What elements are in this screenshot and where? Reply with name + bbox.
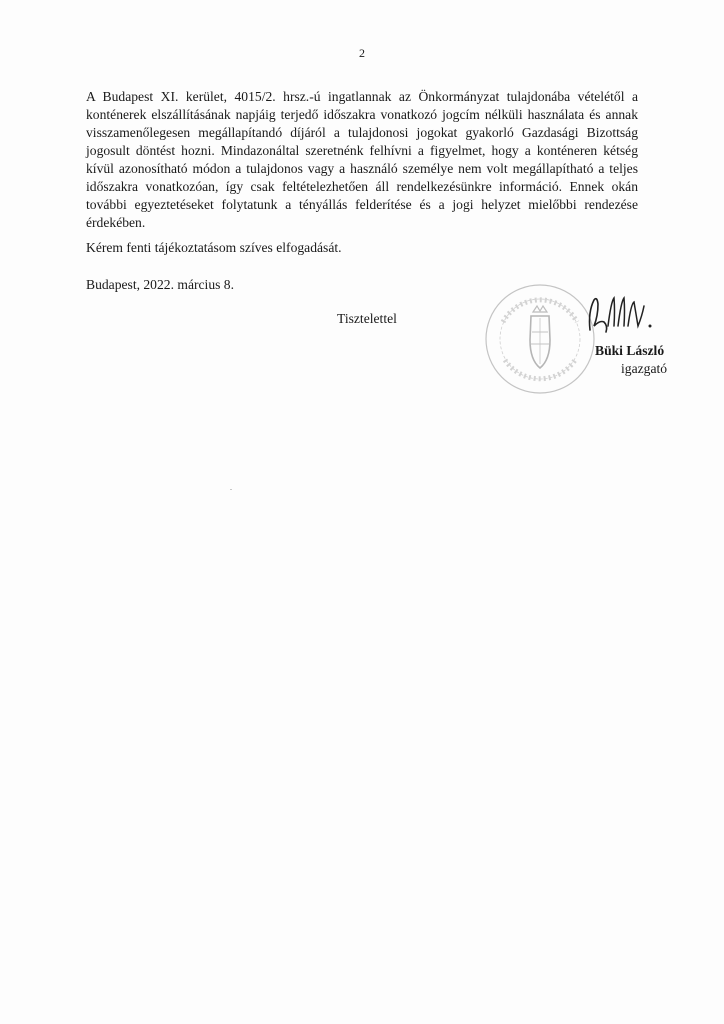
closing-sentence: Kérem fenti tájékoztatásom szíves elfogadását. (86, 240, 342, 255)
signer-title: igazgató (621, 361, 668, 376)
place-and-date: Budapest, 2022. március 8. (86, 277, 234, 292)
page-number: 2 (359, 46, 365, 60)
letter-body-paragraph: A Budapest XI. kerület, 4015/2. hrsz.-ú ingatlannak az Önkormányzat tulajdonába vételétől a konténerek elszállításának napjáig terjedő időszakra vonatkozó jogcím nélküli használata és annak visszamenőlegesen megállapítandó díjáról a tulajdonosi jogokat gyakorló Gazdasági Bizottság jogosult döntést hozni. Mindazonáltal szeretnénk felhívni a figyelmet, hogy a konténeren kétség kívül azonosítható módon a tulajdonos vagy a használó személye nem volt megállapítható a teljes időszakra vonatkozóan, így csak feltételezhetően áll rendelkezésünkre információ. Ennek okán további egyeztetéseket folytatunk a tényállás felderítése és a jogi helyzet mielőbbi rendezése érdekében. (86, 89, 638, 230)
handwritten-signature (584, 292, 660, 342)
scan-speck (230, 489, 232, 490)
regards-line: Tisztelettel (337, 311, 397, 326)
official-stamp (483, 282, 597, 396)
signer-name: Büki László (595, 343, 665, 358)
coat-of-arms-icon (530, 306, 550, 368)
